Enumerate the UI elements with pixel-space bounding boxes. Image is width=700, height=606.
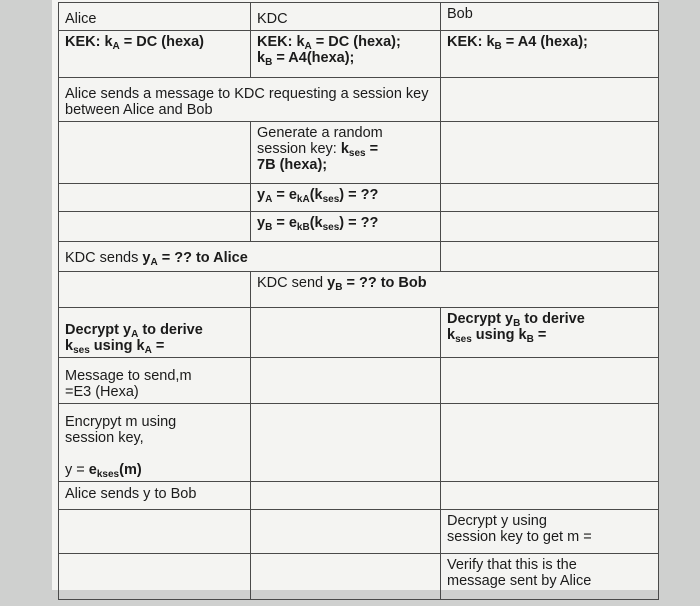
table-row [59, 3, 659, 31]
empty-cell [441, 482, 659, 510]
table-row [59, 31, 659, 78]
empty-cell [59, 272, 251, 308]
bob-decrypt-yb: Decrypt $y_B$ to derive $k_{ses}$ using $k_B$ = [441, 308, 659, 358]
kdc-ya-formula: $y_A = e_{kA}(k_{ses})$ = ?? [251, 184, 441, 212]
table-row [59, 554, 659, 600]
empty-cell [251, 308, 441, 358]
table-row [59, 122, 659, 184]
header-kdc: KDC [251, 3, 441, 31]
kdc-yb-formula: $y_B = e_{kB}(k_{ses})$ = ?? [251, 212, 441, 242]
table-row [59, 482, 659, 510]
table-row [59, 272, 659, 308]
alice-message: Message to send,m =E3 (Hexa) [59, 358, 251, 404]
empty-cell [251, 358, 441, 404]
bob-verify: Verify that this is the message sent by Alice [441, 554, 659, 600]
kdc-sends-bob: KDC send $y_B$ = ?? to Bob [251, 272, 659, 308]
empty-cell [59, 212, 251, 242]
empty-cell [441, 122, 659, 184]
table-row [59, 212, 659, 242]
kdc-sends-alice: KDC sends $y_A$ = ?? to Alice [59, 242, 441, 272]
empty-cell [59, 122, 251, 184]
empty-cell [441, 358, 659, 404]
table-row [59, 184, 659, 212]
alice-sends-y: Alice sends y to Bob [59, 482, 251, 510]
alice-kek: KEK: $k_A$ = DC (hexa) [59, 31, 251, 78]
header-alice: Alice [59, 3, 251, 31]
table-row [59, 510, 659, 554]
table-row [59, 404, 659, 482]
alice-encrypt: Encrypyt m using session key, $y = e_{kses}(m)$ [59, 404, 251, 482]
empty-cell [251, 482, 441, 510]
table-row [59, 308, 659, 358]
header-bob: Bob [441, 3, 659, 31]
empty-cell [59, 184, 251, 212]
empty-cell [59, 510, 251, 554]
bob-kek: KEK: $k_B = A4$ (hexa); [441, 31, 659, 78]
empty-cell [251, 554, 441, 600]
table-row [59, 78, 659, 122]
kdc-generate-key: Generate a random session key: $k_{ses}$ = 7B (hexa); [251, 122, 441, 184]
table-row [59, 358, 659, 404]
empty-cell [441, 212, 659, 242]
empty-cell [59, 554, 251, 600]
empty-cell [251, 510, 441, 554]
kdc-kek: KEK: $k_A$ = DC (hexa); $k_B$ = A4(hexa); [251, 31, 441, 78]
empty-cell [441, 184, 659, 212]
alice-decrypt-ya: Decrypt $y_A$ to derive $k_{ses}$ using $k_A$ = [59, 308, 251, 358]
empty-cell [441, 78, 659, 122]
empty-cell [441, 404, 659, 482]
empty-cell [441, 242, 659, 272]
protocol-table [58, 2, 659, 600]
bob-decrypt-m: Decrypt y using session key to get m = [441, 510, 659, 554]
empty-cell [251, 404, 441, 482]
alice-request: Alice sends a message to KDC requesting a session key between Alice and Bob [59, 78, 441, 122]
table-row [59, 242, 659, 272]
